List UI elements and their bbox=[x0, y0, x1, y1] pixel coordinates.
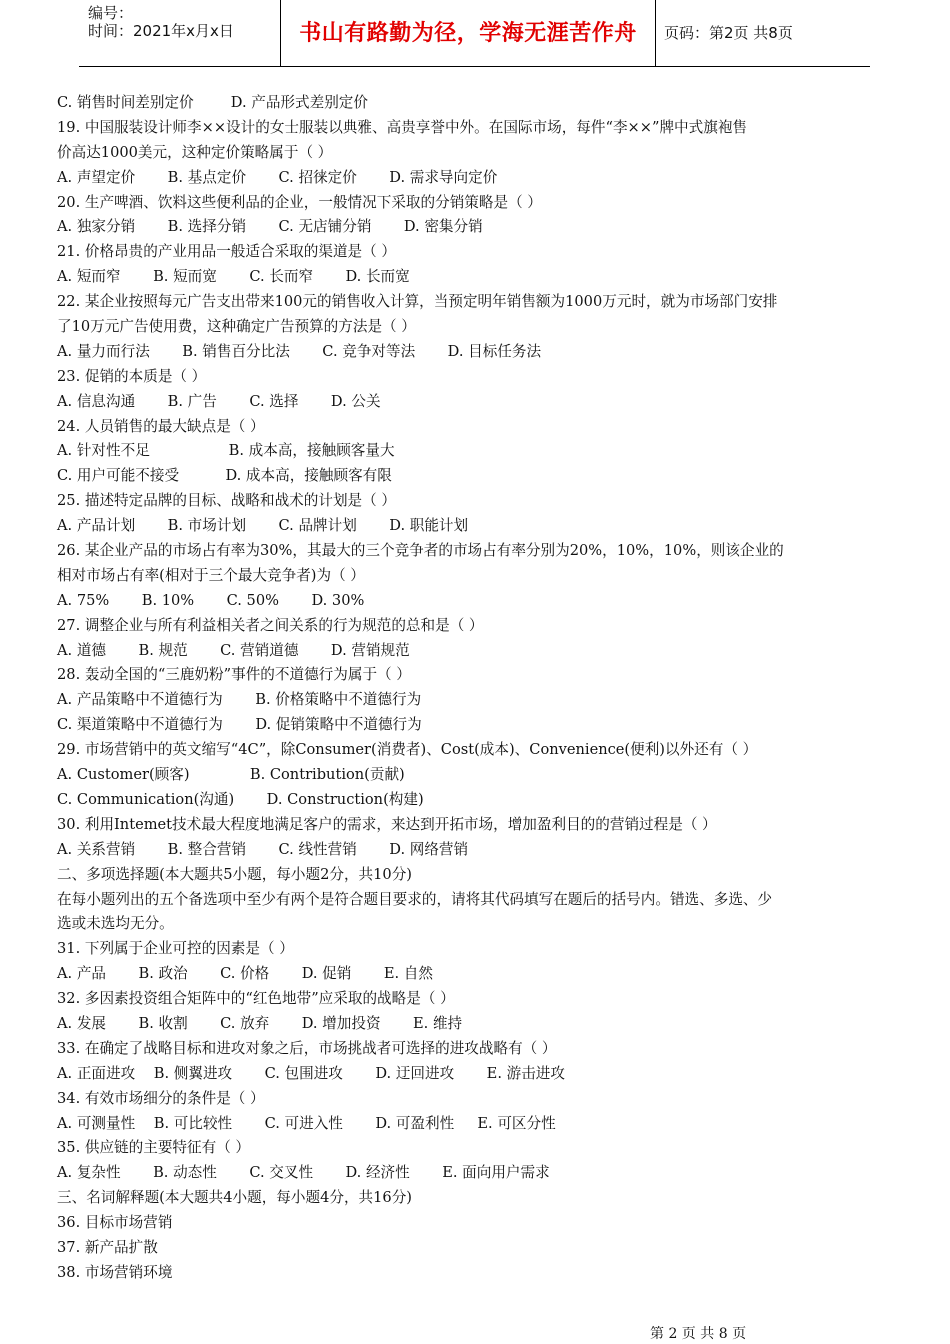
text-line: 36. 目标市场营销 bbox=[57, 1214, 173, 1232]
header-motto: 书山有路勤为径，学海无涯苦作舟 bbox=[281, 0, 656, 66]
text-line: A. Customer(顾客) B. Contribution(贡献) bbox=[57, 766, 405, 784]
page-footer: 第 2 页 共 8 页 bbox=[650, 1326, 747, 1342]
text-line: 三、名词解释题(本大题共4小题，每小题4分，共16分) bbox=[57, 1189, 412, 1207]
document-time-label: 时间：2021年x月x日 bbox=[88, 22, 234, 40]
text-line: 21. 价格昂贵的产业用品一般适合采取的渠道是（ ） bbox=[57, 243, 396, 261]
document-number-label: 编号： bbox=[88, 4, 134, 22]
text-line: C. Communication(沟通) D. Construction(构建) bbox=[57, 790, 424, 808]
text-line: A. 关系营销 B. 整合营销 C. 线性营销 D. 网络营销 bbox=[57, 840, 469, 858]
text-line: C. 销售时间差别定价 D. 产品形式差别定价 bbox=[57, 94, 368, 111]
text-line: 32. 多因素投资组合矩阵中的“红色地带”应采取的战略是（ ） bbox=[57, 990, 455, 1008]
text-line: A. 道德 B. 规范 C. 营销道德 D. 营销规范 bbox=[57, 641, 410, 659]
text-line: A. 可测量性 B. 可比较性 C. 可进入性 D. 可盈利性 E. 可区分性 bbox=[57, 1114, 556, 1132]
text-line: C. 用户可能不接受 D. 成本高，接触顾客有限 bbox=[57, 467, 392, 485]
text-line: A. 产品计划 B. 市场计划 C. 品牌计划 D. 职能计划 bbox=[57, 517, 469, 535]
text-line: 33. 在确定了战略目标和进攻对象之后，市场挑战者可选择的进攻战略有（ ） bbox=[57, 1039, 557, 1057]
text-line: 37. 新产品扩散 bbox=[57, 1238, 158, 1256]
text-line: 26. 某企业产品的市场占有率为30%，其最大的三个竞争者的市场占有率分别为20%，10%，10%，则该企业的 bbox=[57, 542, 784, 560]
text-line: A. 针对性不足 B. 成本高，接触顾客量大 bbox=[57, 442, 395, 460]
text-line: 29. 市场营销中的英文缩写“4C”，除Consumer(消费者)、Cost(成本)、Convenience(便利)以外还有（ ） bbox=[57, 741, 758, 759]
text-line: A. 产品 B. 政治 C. 价格 D. 促销 E. 自然 bbox=[57, 965, 433, 983]
text-line: 二、多项选择题(本大题共5小题，每小题2分，共10分) bbox=[57, 865, 412, 883]
header-page-label: 页码：第2页 共8页 bbox=[664, 24, 793, 42]
text-line: 选或未选均无分。 bbox=[57, 915, 174, 933]
text-line: 25. 描述特定品牌的目标、战略和战术的计划是（ ） bbox=[57, 492, 396, 510]
text-line: 31. 下列属于企业可控的因素是（ ） bbox=[57, 940, 294, 958]
text-line: A. 独家分销 B. 选择分销 C. 无店铺分销 D. 密集分销 bbox=[57, 218, 483, 236]
text-line: A. 产品策略中不道德行为 B. 价格策略中不道德行为 bbox=[57, 691, 422, 709]
text-line: 22. 某企业按照每元广告支出带来100元的销售收入计算，当预定明年销售额为1000万元时，就为市场部门安排 bbox=[57, 293, 778, 311]
text-line: 了10万元广告使用费，这种确定广告预算的方法是（ ） bbox=[57, 318, 416, 336]
text-line: A. 声望定价 B. 基点定价 C. 招徕定价 D. 需求导向定价 bbox=[57, 168, 498, 186]
text-line: 在每小题列出的五个备选项中至少有两个是符合题目要求的，请将其代码填写在题后的括号内。错选、多选、少 bbox=[57, 890, 773, 908]
text-line: A. 量力而行法 B. 销售百分比法 C. 竞争对等法 D. 目标任务法 bbox=[57, 342, 542, 360]
text-line: C. 渠道策略中不道德行为 D. 促销策略中不道德行为 bbox=[57, 716, 422, 734]
text-line: A. 正面进攻 B. 侧翼进攻 C. 包围进攻 D. 迂回进攻 E. 游击进攻 bbox=[57, 1064, 565, 1082]
text-line: 20. 生产啤酒、饮料这些便利品的企业，一般情况下采取的分销策略是（ ） bbox=[57, 193, 542, 211]
text-line: A. 信息沟通 B. 广告 C. 选择 D. 公关 bbox=[57, 392, 381, 410]
text-line: 19. 中国服装设计师李××设计的女士服装以典雅、高贵享誉中外。在国际市场，每件“李××”牌中式旗袍售 bbox=[57, 118, 748, 136]
text-line: 35. 供应链的主要特征有（ ） bbox=[57, 1139, 251, 1157]
text-line: 34. 有效市场细分的条件是（ ） bbox=[57, 1089, 265, 1107]
header-left-cell bbox=[79, 0, 281, 66]
text-line: 相对市场占有率(相对于三个最大竞争者)为（ ） bbox=[57, 566, 365, 584]
text-line: 30. 利用Intemet技术最大程度地满足客户的需求，来达到开拓市场，增加盈利目的的营销过程是（ ） bbox=[57, 815, 717, 833]
text-line: 27. 调整企业与所有利益相关者之间关系的行为规范的总和是（ ） bbox=[57, 616, 484, 634]
text-line: 24. 人员销售的最大缺点是（ ） bbox=[57, 417, 265, 435]
text-line: A. 发展 B. 收割 C. 放弃 D. 增加投资 E. 维持 bbox=[57, 1014, 463, 1032]
document-body bbox=[57, 91, 897, 1286]
page-header bbox=[79, 0, 870, 67]
text-line: 28. 轰动全国的“三鹿奶粉”事件的不道德行为属于（ ） bbox=[57, 666, 411, 684]
text-line: A. 短而窄 B. 短而宽 C. 长而窄 D. 长而宽 bbox=[57, 268, 410, 286]
text-line: 23. 促销的本质是（ ） bbox=[57, 367, 207, 385]
text-line: 38. 市场营销环境 bbox=[57, 1263, 173, 1281]
text-line: A. 复杂性 B. 动态性 C. 交叉性 D. 经济性 E. 面向用户需求 bbox=[57, 1164, 550, 1182]
text-line: 价高达1000美元，这种定价策略属于（ ） bbox=[57, 143, 333, 161]
text-line: A. 75% B. 10% C. 50% D. 30% bbox=[57, 591, 365, 609]
